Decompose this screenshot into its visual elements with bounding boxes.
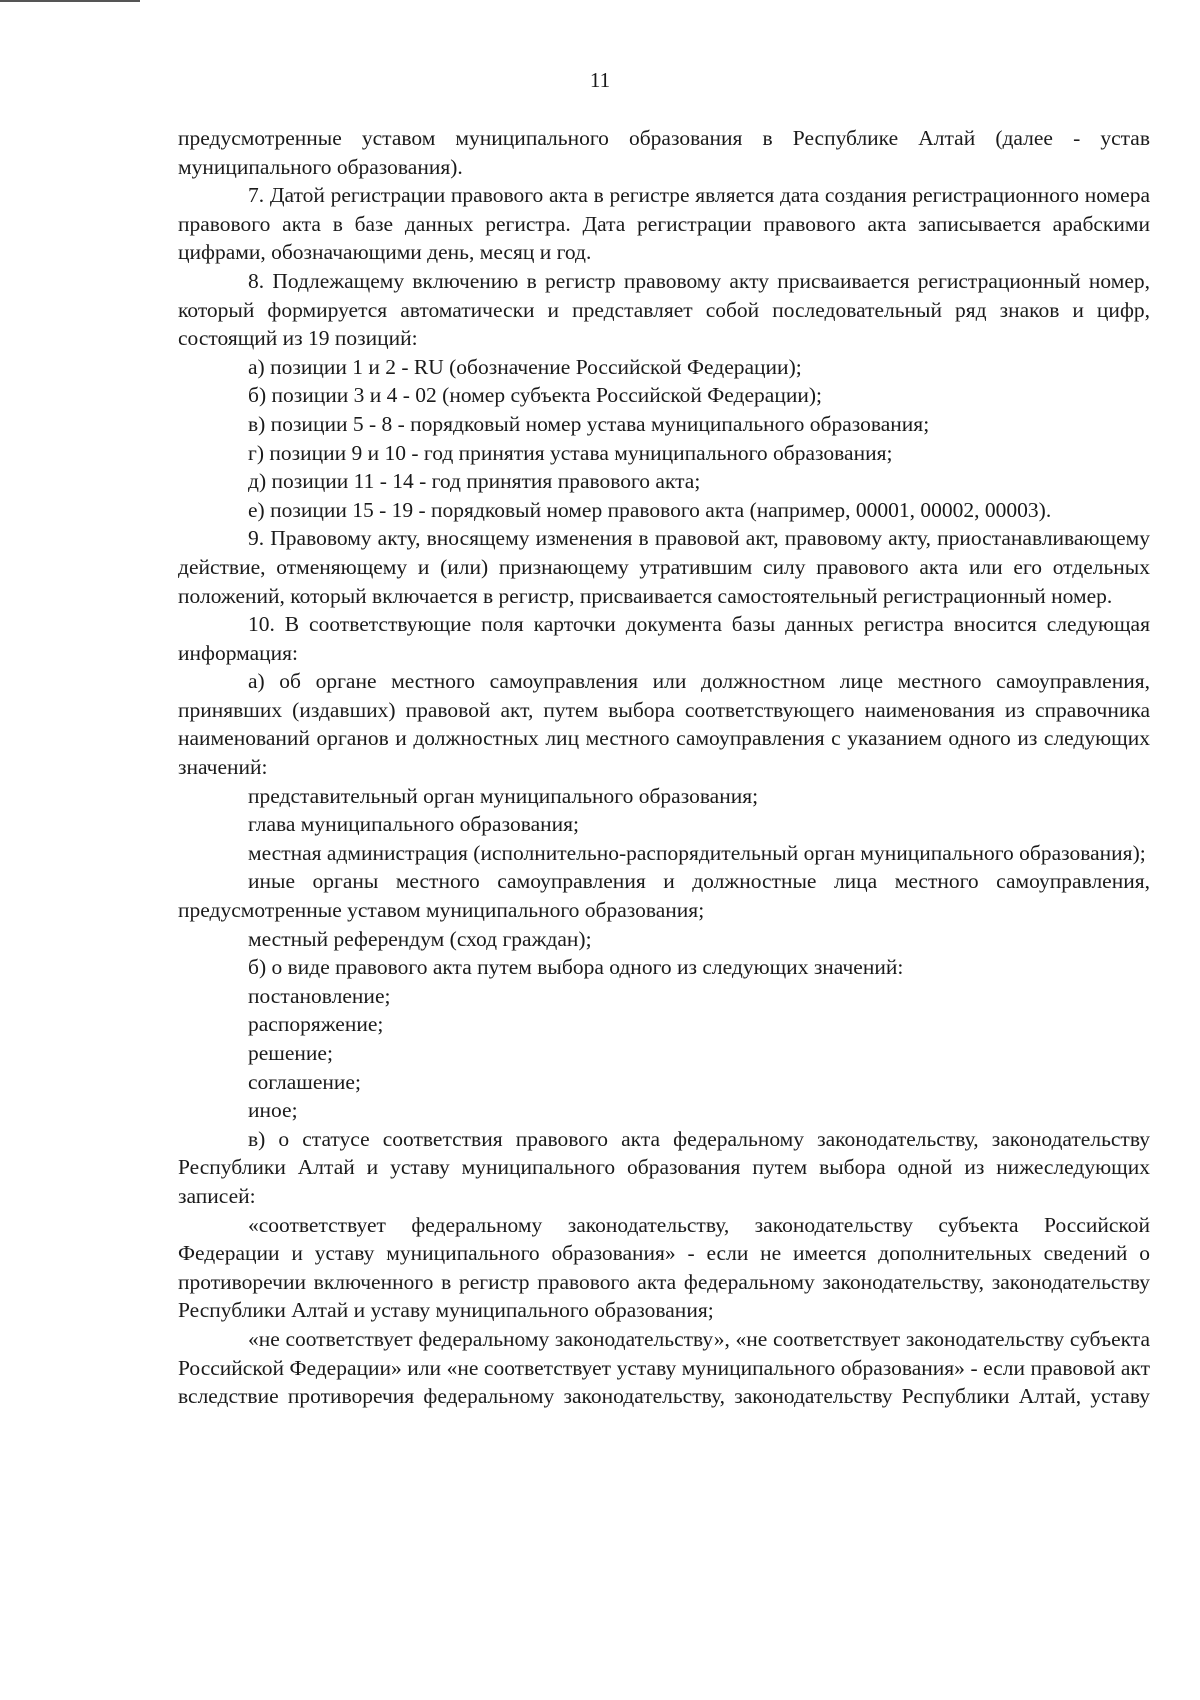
paragraph: б) о виде правового акта путем выбора одного из следующих значений: (248, 955, 904, 980)
paragraph: б) позиции 3 и 4 - 02 (номер субъекта Российской Федерации); (248, 383, 822, 408)
paragraph: представительный орган муниципального образования; (248, 783, 759, 808)
paragraph: соглашение; (248, 1069, 361, 1094)
paragraph: распоряжение; (248, 1012, 384, 1037)
paragraph: а) позиции 1 и 2 - RU (обозначение Российской Федерации); (248, 354, 802, 379)
paragraph: е) позиции 15 - 19 - порядковый номер правового акта (например, 00001, 00002, 00003). (248, 497, 1052, 522)
paragraph: иное; (248, 1098, 298, 1123)
paragraph: местная администрация (исполнительно-распорядительный орган муниципального образования); (248, 840, 1146, 865)
paragraph: 10. В соответствующие поля карточки документа базы данных регистра вносится следующая информация: (178, 612, 1150, 665)
paragraph: 8. Подлежащему включению в регистр правовому акту присваивается регистрационный номер, который формируется автоматически и представляет собой последовательный ряд знаков и цифр, состоящий из 19 позиций: (178, 268, 1150, 351)
paragraph: в) позиции 5 - 8 - порядковый номер устава муниципального образования; (248, 411, 930, 436)
paragraph: предусмотренные уставом муниципального образования в Республике Алтай (далее - устав муниципального образования). (178, 126, 1150, 179)
paragraph: «не соответствует федеральному законодательству», «не соответствует законодательству субъекта Российской Федерации» или «не соответствует уставу муниципального образования» - если правовой акт вследствие противоречия федеральному законодательству, законодательству Республики Алтай, уставу (178, 1326, 1150, 1409)
paragraph: решение; (248, 1041, 333, 1065)
paragraph: г) позиции 9 и 10 - год принятия устава муниципального образования; (248, 440, 893, 465)
paragraph: а) об органе местного самоуправления или должностном лице местного самоуправления, принявших (издавших) правовой акт, путем выбора соответствующего наименования из справочника наименований органов и должностных лиц местного самоуправления с указанием одного из следующих значений: (178, 669, 1150, 780)
paragraph: постановление; (248, 983, 391, 1008)
scan-edge-mark (0, 0, 140, 6)
paragraph: глава муниципального образования; (248, 812, 579, 837)
paragraph: «соответствует федеральному законодательству, законодательству субъекта Российской Федерации и уставу муниципального образования» - если не имеется дополнительных сведений о противоречии включенного в регистр правового акта федеральному законодательству, законодательству Республики Алтай и уставу муниципального образования; (178, 1212, 1150, 1323)
paragraph: 9. Правовому акту, вносящему изменения в правовой акт, правовому акту, приостанавливающему действие, отменяющему и (или) признающему утратившим силу правового акта или его отдельных положений, который включается в регистр, присваивается самостоятельный регистрационный номер. (178, 526, 1150, 608)
paragraph: 7. Датой регистрации правового акта в регистре является дата создания регистрационного номера правового акта в базе данных регистра. Дата регистрации правового акта записывается арабскими цифрами, обозначающими день, месяц и год. (178, 183, 1150, 265)
paragraph: местный референдум (сход граждан); (248, 926, 592, 951)
paragraph: д) позиции 11 - 14 - год принятия правового акта; (248, 469, 701, 494)
document-body (178, 124, 1150, 1411)
paragraph: иные органы местного самоуправления и должностные лица местного самоуправления, предусмотренные уставом муниципального образования; (178, 869, 1150, 923)
page-number: 11 (589, 68, 611, 92)
paragraph: в) о статусе соответствия правового акта федеральному законодательству, законодательству Республики Алтай и уставу муниципального образования путем выбора одной из нижеследующих записей: (178, 1126, 1150, 1208)
